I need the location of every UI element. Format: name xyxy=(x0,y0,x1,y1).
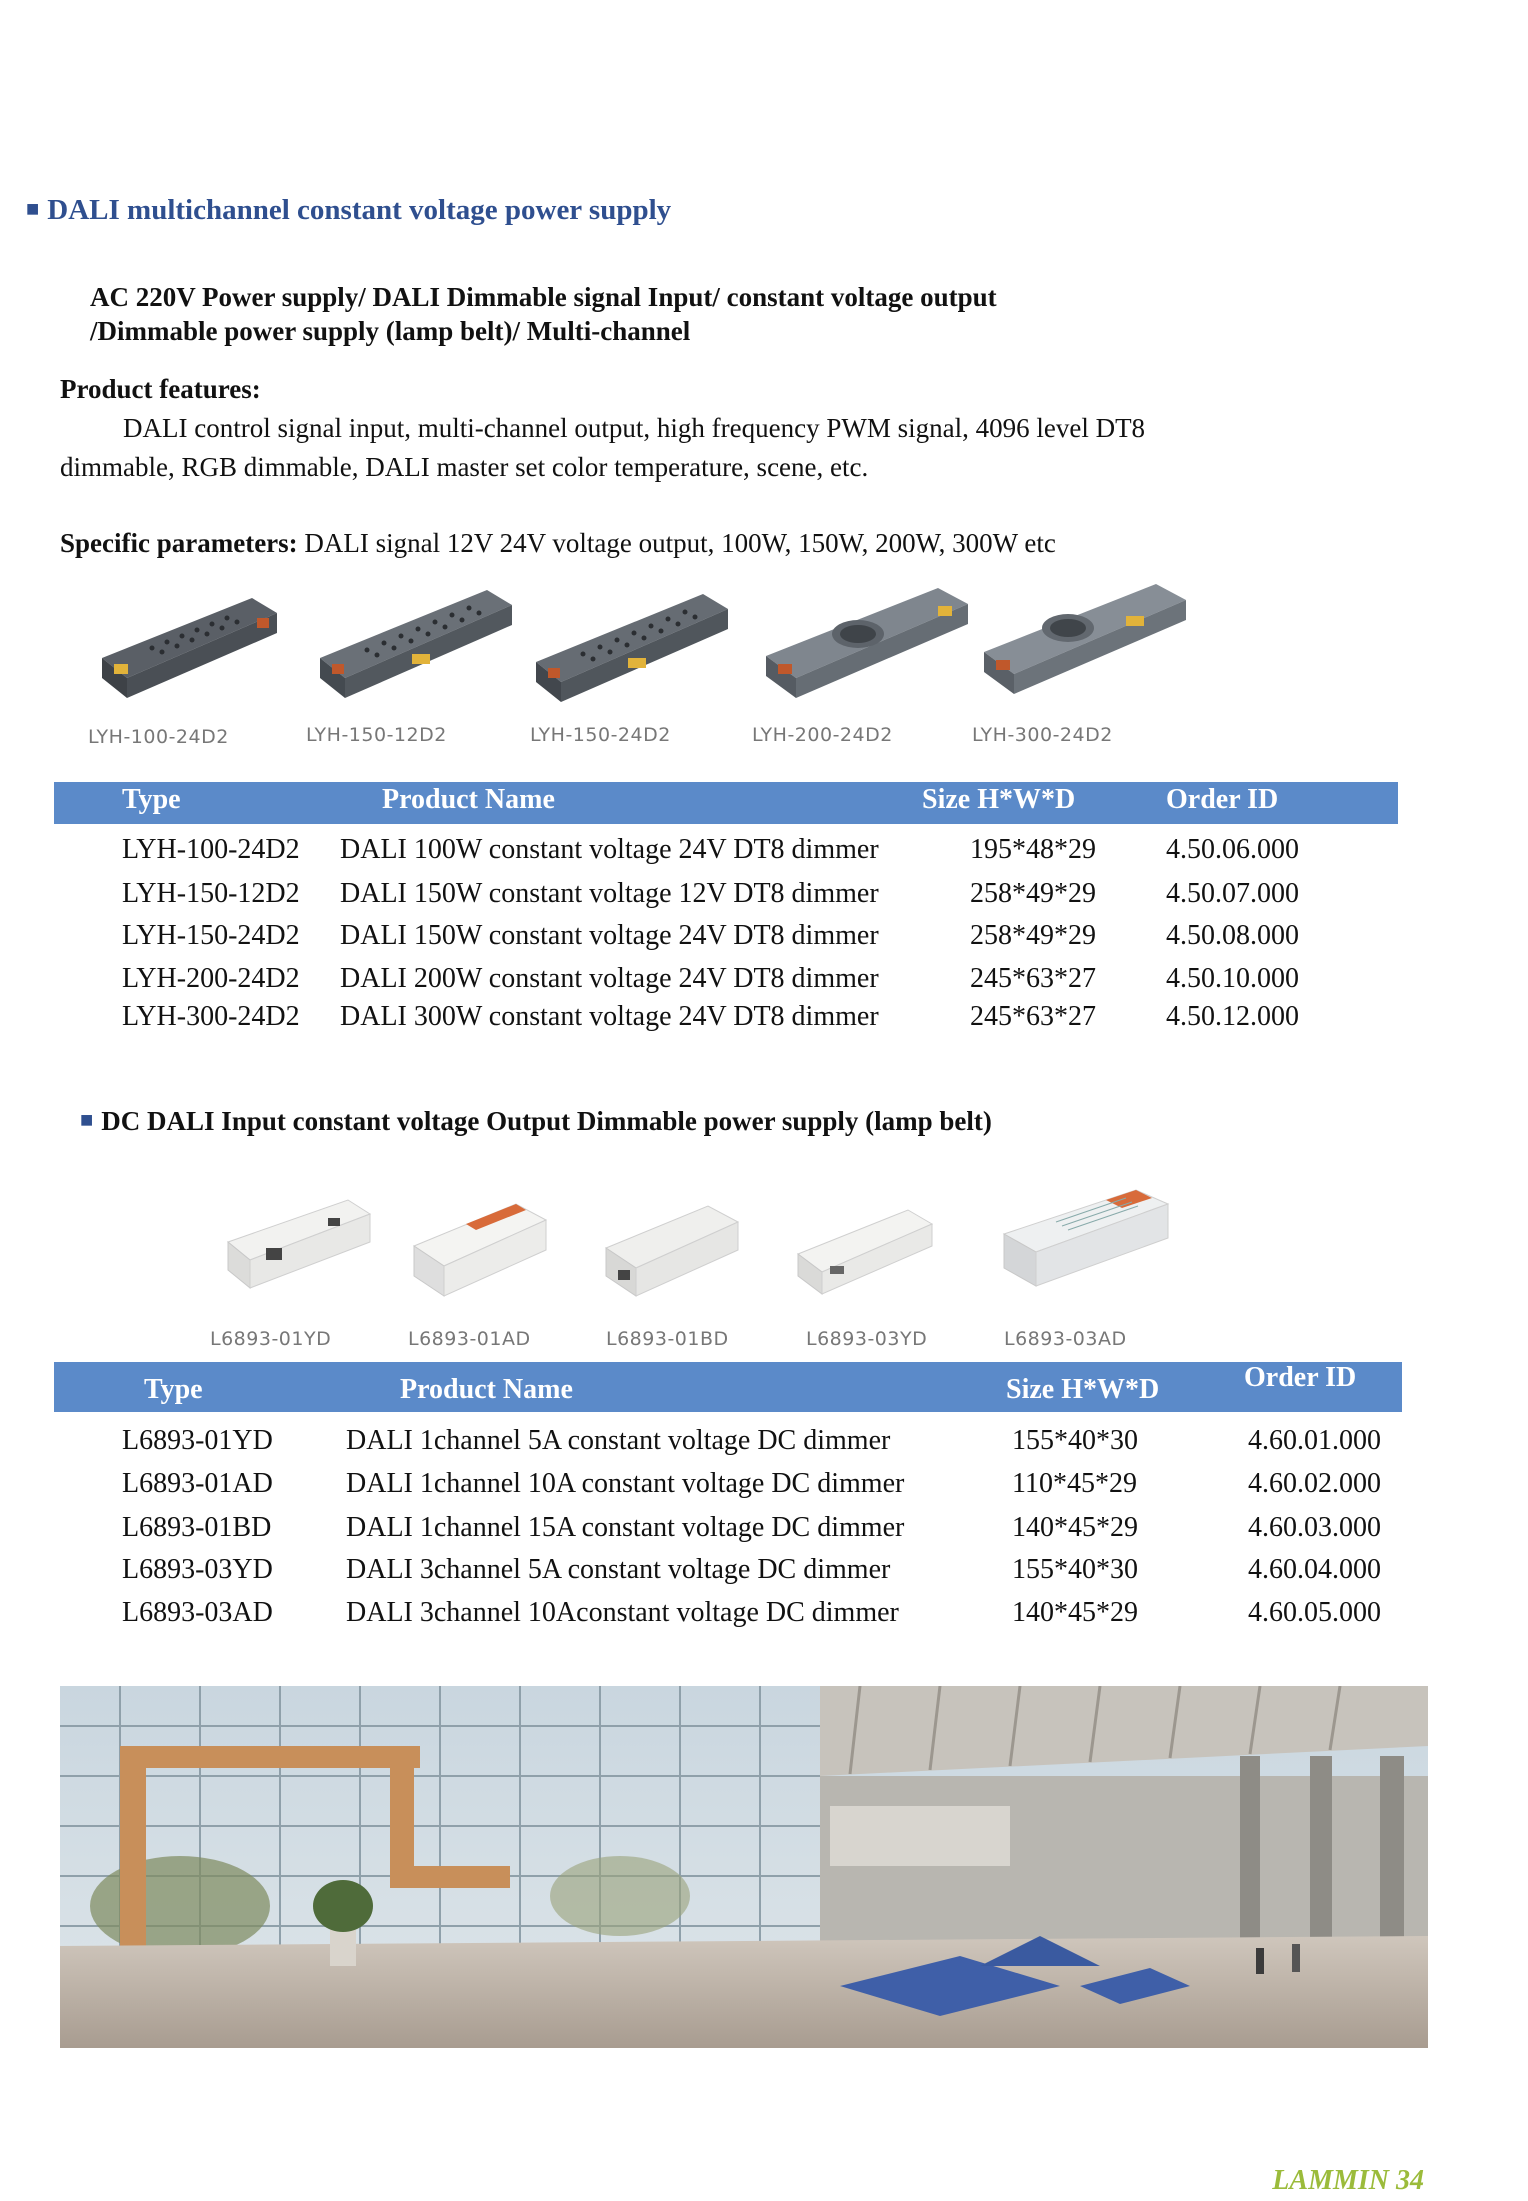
product-image-l6893-01ad xyxy=(406,1196,556,1311)
params-text: DALI signal 12V 24V voltage output, 100W, 150W, 200W, 300W etc xyxy=(297,528,1056,558)
cell-size: 155*40*30 xyxy=(1012,1554,1138,1585)
section1-title-text: DALI multichannel constant voltage power supply xyxy=(47,194,672,226)
cell-order: 4.50.07.000 xyxy=(1166,878,1299,909)
cell-name: DALI 200W constant voltage 24V DT8 dimmer xyxy=(340,963,879,994)
specific-parameters xyxy=(60,524,1056,563)
cell-order: 4.60.01.000 xyxy=(1248,1425,1381,1456)
table1-header-order: Order ID xyxy=(1166,784,1279,815)
table2-header-type: Type xyxy=(144,1374,203,1405)
table2-header-size: Size H*W*D xyxy=(1006,1374,1160,1405)
cell-size: 140*45*29 xyxy=(1012,1597,1138,1628)
product-image-l6893-03ad xyxy=(996,1182,1176,1307)
cell-size: 195*48*29 xyxy=(970,834,1096,865)
square-bullet-icon: ■ xyxy=(26,196,40,221)
table2-header xyxy=(54,1362,1402,1412)
params-heading: Specific parameters: xyxy=(60,528,298,558)
section2-title xyxy=(80,1106,992,1137)
cell-name: DALI 150W constant voltage 12V DT8 dimmer xyxy=(340,878,879,909)
product-label: L6893-01BD xyxy=(606,1328,729,1350)
table1-header-name: Product Name xyxy=(382,784,555,815)
product-label: L6893-01AD xyxy=(408,1328,531,1350)
cell-type: LYH-200-24D2 xyxy=(122,963,300,994)
product-label: LYH-150-24D2 xyxy=(530,724,671,746)
cell-order: 4.60.05.000 xyxy=(1248,1597,1381,1628)
subtitle-line-2: /Dimmable power supply (lamp belt)/ Multi-channel xyxy=(90,316,691,346)
cell-size: 258*49*29 xyxy=(970,920,1096,951)
product-image-lyh-150-12 xyxy=(312,580,517,715)
cell-type: LYH-150-12D2 xyxy=(122,878,300,909)
atrium-photo xyxy=(60,1686,1428,2048)
product-label: L6893-03YD xyxy=(806,1328,928,1350)
cell-size: 258*49*29 xyxy=(970,878,1096,909)
table1-header xyxy=(54,782,1398,824)
square-bullet-icon: ■ xyxy=(80,1107,94,1132)
cell-order: 4.50.12.000 xyxy=(1166,1001,1299,1032)
cell-order: 4.50.06.000 xyxy=(1166,834,1299,865)
cell-size: 155*40*30 xyxy=(1012,1425,1138,1456)
table1-header-size: Size H*W*D xyxy=(922,784,1076,815)
cell-order: 4.60.04.000 xyxy=(1248,1554,1381,1585)
product-image-lyh-300 xyxy=(976,572,1191,712)
cell-type: LYH-300-24D2 xyxy=(122,1001,300,1032)
cell-order: 4.60.03.000 xyxy=(1248,1512,1381,1543)
cell-name: DALI 1channel 10A constant voltage DC dimmer xyxy=(346,1468,905,1499)
product-image-l6893-01yd xyxy=(218,1192,378,1307)
cell-order: 4.50.08.000 xyxy=(1166,920,1299,951)
page-footer: LAMMIN 34 xyxy=(1272,2165,1424,2196)
cell-order: 4.60.02.000 xyxy=(1248,1468,1381,1499)
cell-type: L6893-03YD xyxy=(122,1554,273,1585)
cell-order: 4.50.10.000 xyxy=(1166,963,1299,994)
features-heading: Product features: xyxy=(60,374,261,404)
features-line-2: dimmable, RGB dimmable, DALI master set color temperature, scene, etc. xyxy=(60,452,869,482)
cell-type: LYH-150-24D2 xyxy=(122,920,300,951)
cell-size: 140*45*29 xyxy=(1012,1512,1138,1543)
cell-type: L6893-01YD xyxy=(122,1425,273,1456)
cell-size: 245*63*27 xyxy=(970,963,1096,994)
cell-type: L6893-01AD xyxy=(122,1468,273,1499)
section2-title-text: DC DALI Input constant voltage Output Dimmable power supply (lamp belt) xyxy=(101,1106,992,1136)
cell-name: DALI 3channel 5A constant voltage DC dimmer xyxy=(346,1554,891,1585)
product-image-l6893-01bd xyxy=(598,1196,748,1311)
cell-name: DALI 3channel 10Aconstant voltage DC dimmer xyxy=(346,1597,899,1628)
section1-subtitle xyxy=(90,280,997,348)
cell-name: DALI 300W constant voltage 24V DT8 dimmer xyxy=(340,1001,879,1032)
product-image-lyh-200 xyxy=(758,576,973,716)
table2-header-name: Product Name xyxy=(400,1374,573,1405)
table1-header-type: Type xyxy=(122,784,181,815)
product-image-l6893-03yd xyxy=(790,1196,940,1311)
product-label: LYH-150-12D2 xyxy=(306,724,447,746)
cell-name: DALI 150W constant voltage 24V DT8 dimmer xyxy=(340,920,879,951)
cell-name: DALI 1channel 5A constant voltage DC dimmer xyxy=(346,1425,891,1456)
features-line-1: DALI control signal input, multi-channel output, high frequency PWM signal, 4096 level DT8 xyxy=(123,413,1146,443)
table2-header-order: Order ID xyxy=(1244,1362,1357,1393)
section1-title xyxy=(26,194,671,227)
subtitle-line-1: AC 220V Power supply/ DALI Dimmable signal Input/ constant voltage output xyxy=(90,282,997,312)
product-label: LYH-100-24D2 xyxy=(88,726,229,748)
product-label: L6893-01YD xyxy=(210,1328,332,1350)
cell-type: L6893-03AD xyxy=(122,1597,273,1628)
cell-type: LYH-100-24D2 xyxy=(122,834,300,865)
product-image-lyh-100 xyxy=(92,588,282,723)
product-label: LYH-300-24D2 xyxy=(972,724,1113,746)
product-label: LYH-200-24D2 xyxy=(752,724,893,746)
cell-name: DALI 1channel 15A constant voltage DC dimmer xyxy=(346,1512,905,1543)
product-features xyxy=(60,370,1440,487)
cell-size: 245*63*27 xyxy=(970,1001,1096,1032)
cell-size: 110*45*29 xyxy=(1012,1468,1137,1499)
cell-type: L6893-01BD xyxy=(122,1512,272,1543)
cell-name: DALI 100W constant voltage 24V DT8 dimmer xyxy=(340,834,879,865)
product-label: L6893-03AD xyxy=(1004,1328,1127,1350)
product-image-lyh-150-24 xyxy=(528,584,733,719)
